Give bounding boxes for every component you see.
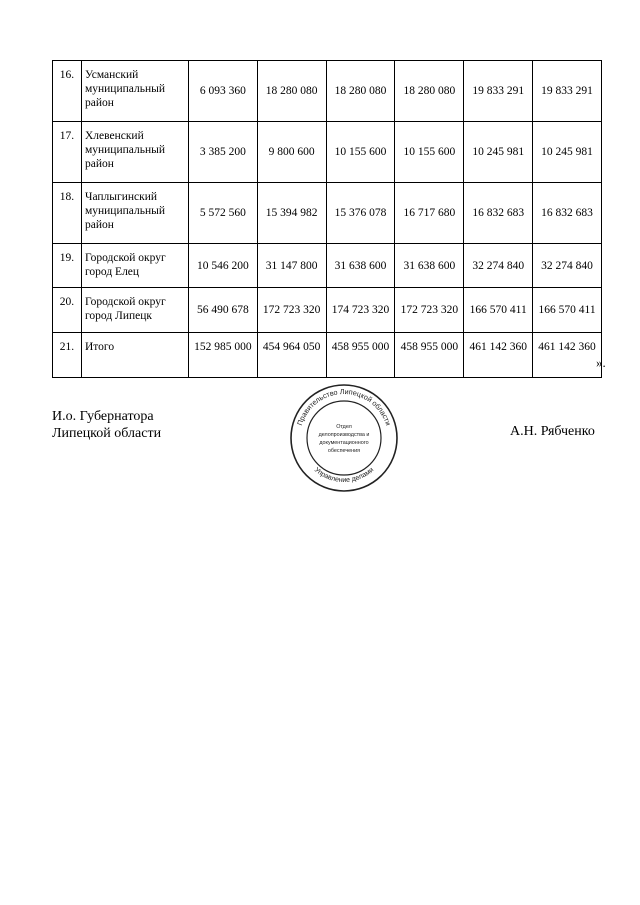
table-cell: 10 245 981 — [464, 122, 533, 183]
table-cell: 32 274 840 — [533, 244, 602, 288]
table-row — [53, 333, 602, 378]
table-cell: 10 245 981 — [533, 122, 602, 183]
district-name: Городской округ город Елец — [81, 244, 188, 288]
table-cell: 166 570 411 — [464, 288, 533, 333]
table-cell: 32 274 840 — [464, 244, 533, 288]
table-cell: 9 800 600 — [257, 122, 326, 183]
district-name: Чаплыгинский муниципальный район — [81, 183, 188, 244]
data-table — [52, 60, 602, 378]
table-cell: 10 546 200 — [188, 244, 257, 288]
table-cell: 16 832 683 — [533, 183, 602, 244]
row-number: 16. — [53, 61, 82, 122]
table-cell: 458 955 000 — [326, 333, 395, 378]
table-cell: 174 723 320 — [326, 288, 395, 333]
table-cell: 16 832 683 — [464, 183, 533, 244]
table-cell: 31 638 600 — [395, 244, 464, 288]
table-cell: 56 490 678 — [188, 288, 257, 333]
table-row — [53, 183, 602, 244]
table-row — [53, 244, 602, 288]
seal-outer-text: Правительство Липецкой области — [295, 386, 393, 427]
seal-bottom-text: Управление делами — [312, 466, 376, 485]
signatory-name: А.Н. Рябченко — [510, 424, 595, 439]
district-name: Хлевенский муниципальный район — [81, 122, 188, 183]
table-cell: 31 638 600 — [326, 244, 395, 288]
row-number: 18. — [53, 183, 82, 244]
table-cell: 454 964 050 — [257, 333, 326, 378]
closing-quote-mark: ». — [596, 355, 606, 370]
table-cell: 18 280 080 — [326, 61, 395, 122]
signatory-title-line: Липецкой области — [52, 426, 162, 441]
table-row — [53, 122, 602, 183]
table-cell: 166 570 411 — [533, 288, 602, 333]
table-cell: 10 155 600 — [326, 122, 395, 183]
table-cell: 19 833 291 — [533, 61, 602, 122]
district-name: Городской округ город Липецк — [81, 288, 188, 333]
table-cell: 6 093 360 — [188, 61, 257, 122]
table-cell: 172 723 320 — [395, 288, 464, 333]
signatory-title-line: И.о. Губернатора — [52, 409, 154, 424]
table-cell: 19 833 291 — [464, 61, 533, 122]
row-number: 17. — [53, 122, 82, 183]
table-cell: 461 142 360 — [464, 333, 533, 378]
table-cell: 10 155 600 — [395, 122, 464, 183]
table-cell: 461 142 360 — [533, 333, 602, 378]
table-cell: 458 955 000 — [395, 333, 464, 378]
seal-inner-line: делопроизводства и — [318, 432, 370, 438]
table-cell: 18 280 080 — [395, 61, 464, 122]
table-cell: 15 394 982 — [257, 183, 326, 244]
seal-inner-line: Отдел — [336, 424, 352, 430]
official-seal — [289, 383, 399, 493]
row-number: 21. — [53, 333, 82, 378]
table-cell: 5 572 560 — [188, 183, 257, 244]
table-row — [53, 288, 602, 333]
district-name: Усманский муниципальный район — [81, 61, 188, 122]
seal-inner-ring — [307, 401, 381, 475]
row-number: 19. — [53, 244, 82, 288]
seal-inner-line: обеспечения — [327, 448, 361, 454]
row-number: 20. — [53, 288, 82, 333]
table-cell: 152 985 000 — [188, 333, 257, 378]
table-cell: 15 376 078 — [326, 183, 395, 244]
table-cell: 18 280 080 — [257, 61, 326, 122]
table-cell: 172 723 320 — [257, 288, 326, 333]
table-cell: 3 385 200 — [188, 122, 257, 183]
signatory-title — [52, 408, 161, 442]
table-cell: 16 717 680 — [395, 183, 464, 244]
seal-inner-line: документационного — [319, 440, 369, 446]
table-cell: 31 147 800 — [257, 244, 326, 288]
table-row — [53, 61, 602, 122]
district-name: Итого — [81, 333, 188, 378]
